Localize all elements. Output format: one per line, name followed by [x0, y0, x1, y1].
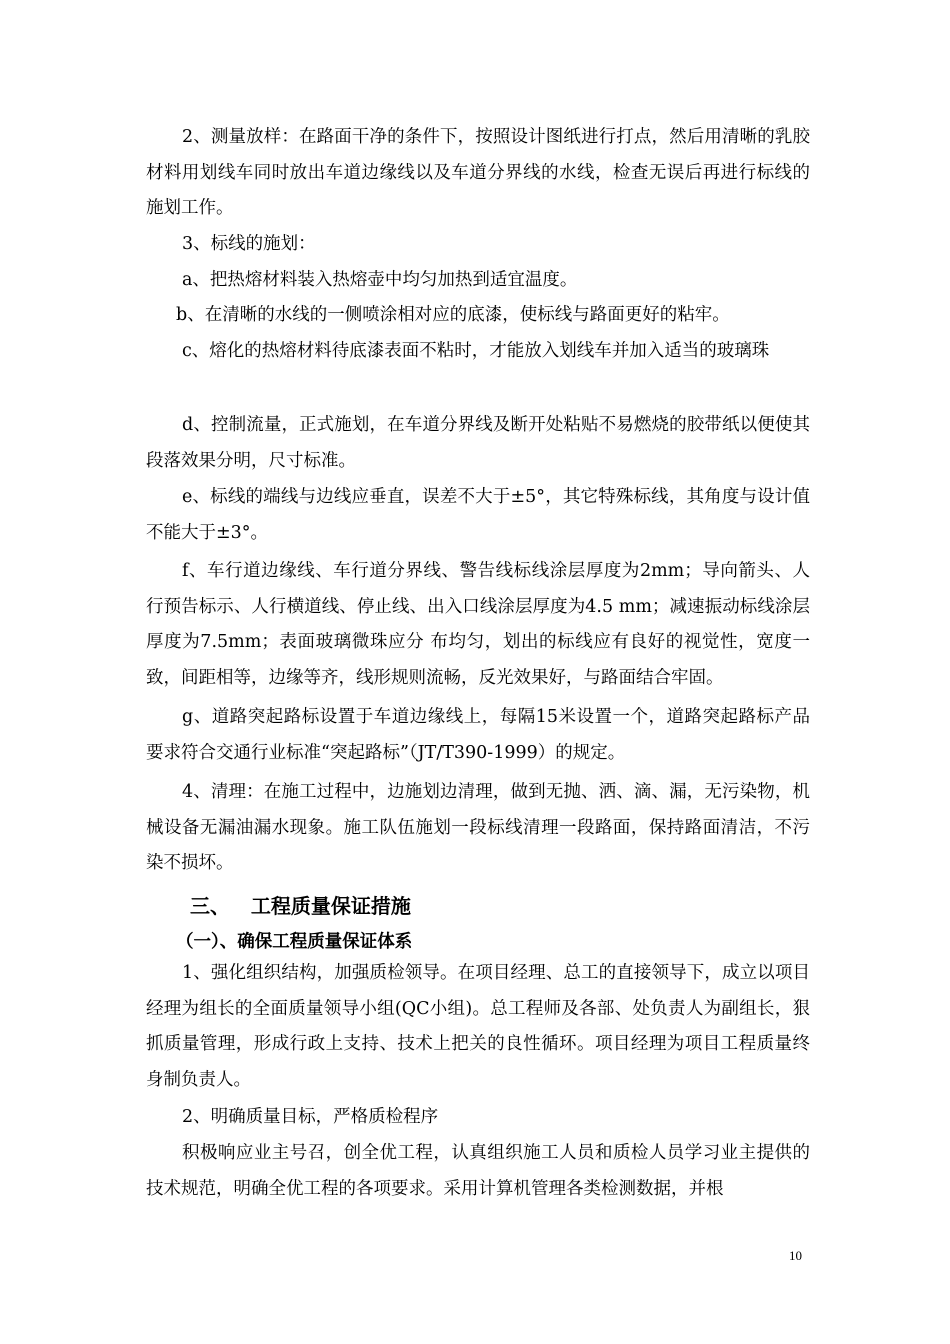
- sub-heading: （一）、确保工程质量保证体系: [176, 932, 413, 952]
- paragraph-item-e: e、标线的端线与边线应垂直，误差不大于±5°，其它特殊标线，其角度与设计值不能大于±3°。: [146, 487, 810, 543]
- section-heading: 三、 工程质量保证措施: [190, 894, 411, 918]
- page-number: 10: [789, 1248, 802, 1263]
- paragraph-organization: 1、强化组织结构，加强质检领导。在项目经理、总工的直接领导下，成立以项目经理为组长的全面质量领导小组(QC小组)。总工程师及各部、处负责人为副组长，狠抓质量管理，形成行政上支持、技术上把关的良性循环。项目经理为项目工程质量终身制负责人。: [146, 963, 810, 1090]
- paragraph-item-g: g、道路突起路标设置于车道边缘线上，每隔15米设置一个，道路突起路标产品要求符合交通行业标准“突起路标”（JT/T390-1999）的规定。: [146, 707, 810, 763]
- paragraph-survey-layout: 2、测量放样：在路面干净的条件下，按照设计图纸进行打点，然后用清晰的乳胶材料用划线车同时放出车道边缘线以及车道分界线的水线，检查无误后再进行标线的施划工作。: [146, 127, 810, 218]
- paragraph-item-b: b、在清晰的水线的一侧喷涂相对应的底漆，使标线与路面更好的粘牢。: [176, 305, 730, 325]
- paragraph-item-f: f、车行道边缘线、车行道分界线、警告线标线涂层厚度为2mm；导向箭头、人行预告标示、人行横道线、停止线、出入口线涂层厚度为4.5 mm；减速振动标线涂层厚度为7.5mm；表面玻璃微珠应分 布均匀，划出的标线应有良好的视觉性，宽度一致，间距相等，边缘等齐，线形规则流畅，反光效果好，与路面结合牢固。: [146, 561, 810, 688]
- paragraph-cleanup: 4、清理：在施工过程中，边施划边清理，做到无抛、洒、滴、漏，无污染物，机械设备无漏油漏水现象。施工队伍施划一段标线清理一段路面，保持路面清洁，不污染不损坏。: [146, 782, 810, 873]
- paragraph-respond-owner: 积极响应业主号召，创全优工程，认真组织施工人员和质检人员学习业主提供的技术规范，明确全优工程的各项要求。采用计算机管理各类检测数据，并根: [146, 1143, 810, 1199]
- paragraph-item-c: c、熔化的热熔材料待底漆表面不粘时，才能放入划线车并加入适当的玻璃珠: [182, 341, 770, 361]
- paragraph-item-d: d、控制流量，正式施划，在车道分界线及断开处粘贴不易燃烧的胶带纸以便使其段落效果分明，尺寸标准。: [146, 415, 810, 471]
- paragraph-quality-target: 2、明确质量目标，严格质检程序: [182, 1107, 439, 1127]
- paragraph-item-a: a、把热熔材料装入热熔壶中均匀加热到适宜温度。: [182, 270, 578, 290]
- paragraph-marking-heading: 3、标线的施划：: [182, 234, 316, 254]
